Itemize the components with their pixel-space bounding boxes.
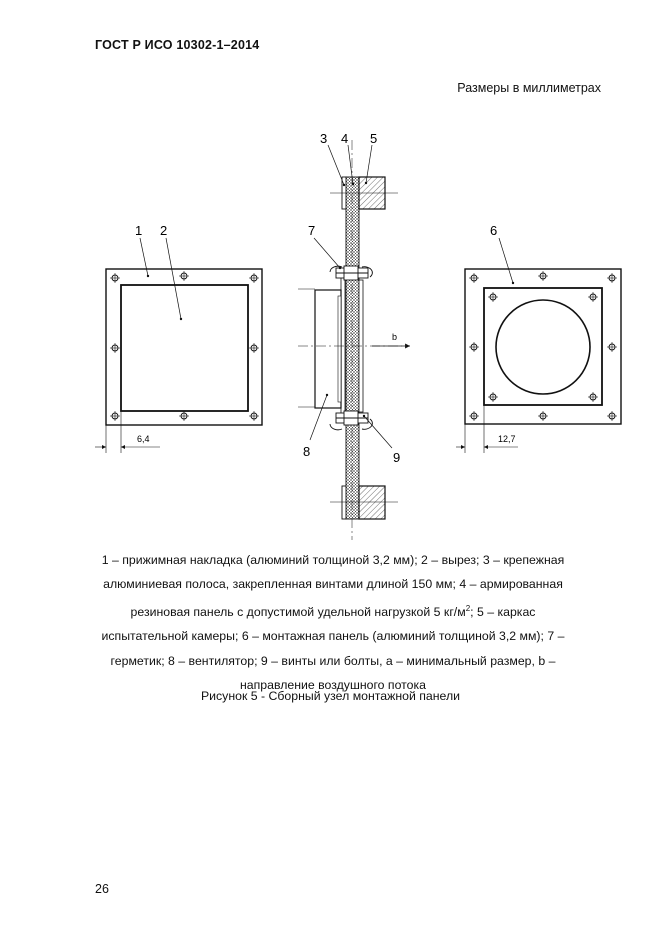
left-bolt-holes xyxy=(112,273,257,419)
dimension-left: 6,4 xyxy=(137,434,150,444)
rubber-panel xyxy=(346,177,359,519)
label-7: 7 xyxy=(308,223,316,238)
legend-superscript: 2 xyxy=(465,603,471,613)
figure-title: Рисунок 5 - Сборный узел монтажной панели xyxy=(200,689,461,703)
document-header: ГОСТ Р ИСО 10302-1–2014 xyxy=(95,38,260,52)
figure-legend xyxy=(92,548,574,698)
left-panel-view xyxy=(95,223,262,453)
mounting-panel xyxy=(465,269,621,424)
leader-7 xyxy=(314,238,340,268)
page-number: 26 xyxy=(95,882,109,896)
units-note: Размеры в миллиметрах xyxy=(457,81,601,95)
legend-text-start: 1 – прижимная накладка (алюминий толщиной 3,2 мм); 2 – вырез; 3 – крепежная алюминиевая полоса, закрепленная винтами длиной 150 мм; 4 – армированная резиновая панель с допустимой удельной нагрузкой 5 кг/м xyxy=(101,553,565,619)
cutout xyxy=(121,285,248,411)
label-5: 5 xyxy=(370,131,378,146)
fixing-strip-bottom xyxy=(342,486,346,519)
legend-text-end: ; 5 – каркас испытательной камеры; 6 – монтажная панель (алюминий толщиной 3,2 мм); 7 – герметик; 8 – вентилятор; 9 – винты или болты, a – минимальный размер, b – направление воздушного потока xyxy=(101,604,565,693)
label-4: 4 xyxy=(341,131,349,146)
dimension-right: 12,7 xyxy=(498,434,516,444)
label-b: b xyxy=(392,332,398,342)
leader-9 xyxy=(364,416,392,448)
section-view xyxy=(298,131,410,540)
pressing-pad xyxy=(106,269,262,425)
label-6: 6 xyxy=(490,223,498,238)
label-9: 9 xyxy=(393,450,401,465)
label-2: 2 xyxy=(160,223,168,238)
leader-2 xyxy=(166,238,181,319)
label-8: 8 xyxy=(303,444,311,459)
label-3: 3 xyxy=(320,131,328,146)
fan xyxy=(315,290,341,408)
label-1: 1 xyxy=(135,223,143,238)
leader-3 xyxy=(328,145,344,185)
fan-opening xyxy=(496,300,590,394)
right-panel-view xyxy=(456,223,621,453)
bolt-top xyxy=(330,266,372,280)
leader-6 xyxy=(499,238,513,283)
leader-1 xyxy=(140,238,148,276)
chamber-frame-bottom xyxy=(359,486,385,519)
